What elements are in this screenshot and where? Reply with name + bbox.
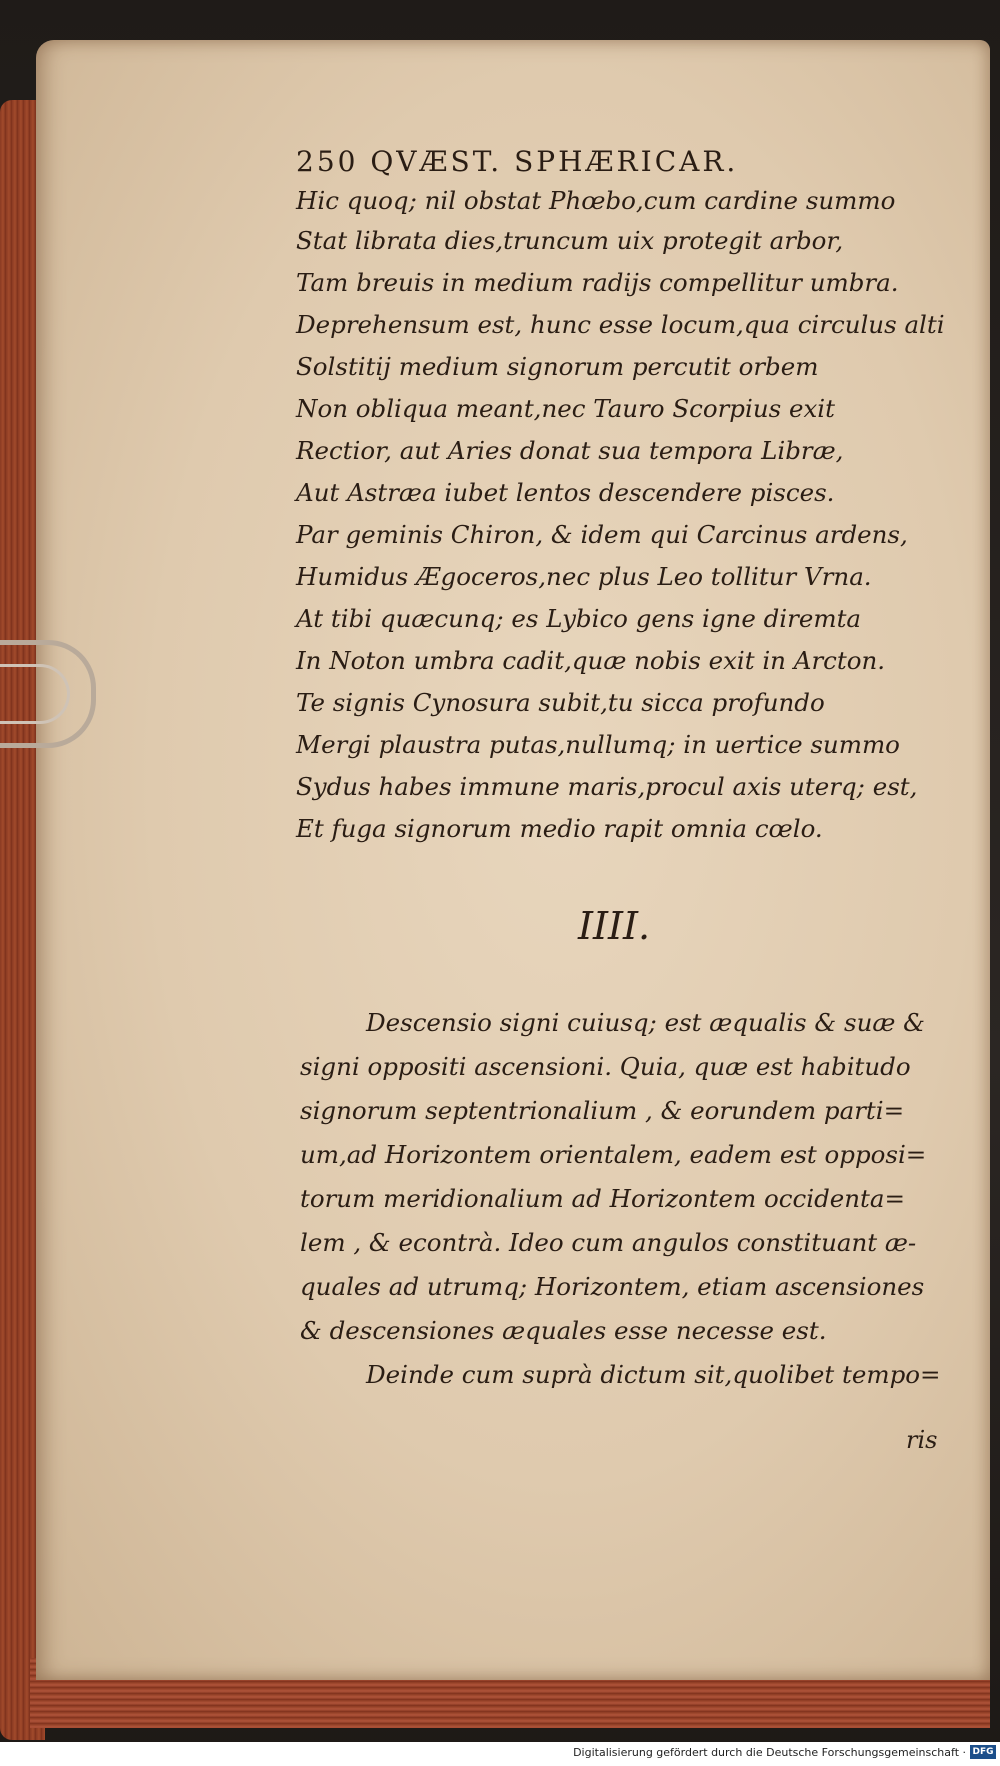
prose-line: torum meridionalium ad Horizontem occidenta= bbox=[300, 1184, 906, 1213]
verse-line: Aut Astræa iubet lentos descendere pisces. bbox=[296, 478, 835, 507]
catchword: ris bbox=[906, 1426, 938, 1454]
prose-line: Deinde cum suprà dictum sit,quolibet tempo= bbox=[366, 1360, 941, 1389]
verse-line: Tam breuis in medium radijs compellitur umbra. bbox=[296, 268, 899, 297]
paper-clip-inner-loop bbox=[0, 664, 70, 724]
verse-line: At tibi quæcunq; es Lybico gens igne diremta bbox=[296, 604, 862, 633]
prose-line: lem , & econtrà. Ideo cum angulos constituant æ- bbox=[300, 1228, 917, 1257]
verse-line: Hic quoq; nil obstat Phœbo,cum cardine summo bbox=[296, 186, 896, 215]
dfg-logo-icon: DFG bbox=[970, 1745, 996, 1759]
verse-line: In Noton umbra cadit,quæ nobis exit in Arcton. bbox=[296, 646, 886, 675]
digitization-credit: Digitalisierung gefördert durch die Deutsche Forschungsgemeinschaft · bbox=[573, 1746, 966, 1759]
prose-line: Descensio signi cuiusq; est æqualis & suæ & bbox=[366, 1008, 925, 1037]
verse-line: Solstitij medium signorum percutit orbem bbox=[296, 352, 819, 381]
verse-line: Non obliqua meant,nec Tauro Scorpius exit bbox=[296, 394, 835, 423]
prose-line: & descensiones æquales esse necesse est. bbox=[300, 1316, 827, 1345]
prose-line: signorum septentrionalium , & eorundem parti= bbox=[300, 1096, 905, 1125]
verse-line: Stat librata dies,truncum uix protegit arbor, bbox=[296, 226, 844, 255]
verse-line: Rectior, aut Aries donat sua tempora Libræ, bbox=[296, 436, 844, 465]
verse-line: Deprehensum est, hunc esse locum,qua circulus alti bbox=[296, 310, 945, 339]
prose-line: um,ad Horizontem orientalem, eadem est opposi= bbox=[300, 1140, 927, 1169]
verse-line: Humidus Ægoceros,nec plus Leo tollitur Vrna. bbox=[296, 562, 872, 591]
section-numeral: IIII. bbox=[578, 904, 651, 948]
running-head: 250 QVÆST. SPHÆRICAR. bbox=[296, 145, 739, 178]
verse-line: Par geminis Chiron, & idem qui Carcinus ardens, bbox=[296, 520, 908, 549]
prose-line: signi oppositi ascensioni. Quia, quæ est habitudo bbox=[300, 1052, 911, 1081]
prose-line: quales ad utrumq; Horizontem, etiam ascensiones bbox=[300, 1272, 925, 1301]
verse-line: Et fuga signorum medio rapit omnia cœlo. bbox=[296, 814, 823, 843]
verse-line: Sydus habes immune maris,procul axis uterq; est, bbox=[296, 772, 918, 801]
verse-line: Mergi plaustra putas,nullumq; in uertice summo bbox=[296, 730, 900, 759]
verse-line: Te signis Cynosura subit,tu sicca profundo bbox=[296, 688, 825, 717]
